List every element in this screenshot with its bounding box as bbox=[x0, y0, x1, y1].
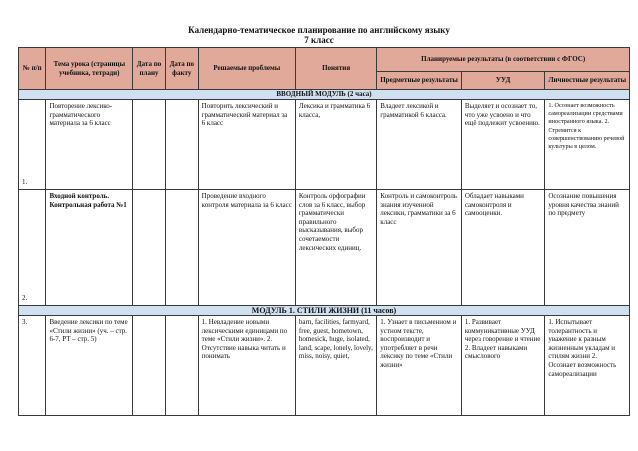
header-concepts: Понятия bbox=[295, 48, 376, 90]
row-problems: Повторить лексический и грамматический материал за 6 класс bbox=[198, 100, 295, 190]
header-planned-results: Планируемые результаты (в соответствии с ФГОС) bbox=[377, 48, 630, 72]
row-date-plan bbox=[133, 100, 166, 190]
section-title: МОДУЛЬ 1. СТИЛИ ЖИЗНИ (11 часов) bbox=[19, 306, 630, 316]
row-concepts: Контроль орфографии слов за 6 класс, выбор грамматически правильного высказывания, выбор сочетаемости лексических единиц. bbox=[295, 190, 376, 306]
header-num: № п/п bbox=[19, 48, 46, 90]
header-personal-results: Личностные результаты bbox=[545, 72, 630, 90]
planning-table bbox=[18, 47, 630, 416]
row-num: 1. bbox=[19, 100, 46, 190]
row-problems: 1. Невладение новыми лексическими единицами по теме «Стили жизни». 2. Отсутствие навыка читать и понимать bbox=[198, 316, 295, 416]
title-line-2: 7 класс bbox=[304, 35, 334, 45]
row-num: 3. bbox=[19, 316, 46, 416]
row-date-fact bbox=[165, 316, 198, 416]
section-intro-module bbox=[19, 90, 630, 100]
row-date-fact bbox=[165, 190, 198, 306]
table-row bbox=[19, 100, 630, 190]
table-row bbox=[19, 316, 630, 416]
title-line-1: Календарно-тематическое планирование по английскому языку bbox=[188, 25, 450, 35]
document-title bbox=[0, 25, 638, 45]
row-personal-results: 1. Испытывает толерантность и уважение к разным жизненным укладам и стилям жизни 2. Осознает возможность самореализации bbox=[545, 316, 630, 416]
table-row bbox=[19, 190, 630, 306]
row-personal-results: Осознание повышения уровня качества знаний по предмету bbox=[545, 190, 630, 306]
header-date-plan: Дата по плану bbox=[133, 48, 166, 90]
row-concepts: Лексика и грамматика 6 класса, bbox=[295, 100, 376, 190]
row-uud: 1. Развивает коммуникативные УУД через говорение и чтение 2. Владеет навыками смыслового bbox=[461, 316, 545, 416]
row-topic: Повторение лексико-грамматического материала за 6 класс bbox=[46, 100, 133, 190]
row-subject-results: Владеет лексикой и грамматикой 6 класса. bbox=[377, 100, 462, 190]
row-uud: Выделяет и осознает то, что уже усвоено и что ещё подлежит усвоению. bbox=[461, 100, 545, 190]
row-personal-results: 1. Осознает возможность самореализации средствами иностранного языка. 2. Стремится к совершенствованию речевой культуры в целом. bbox=[545, 100, 630, 190]
header-problems: Решаемые проблемы bbox=[198, 48, 295, 90]
row-num: 2. bbox=[19, 190, 46, 306]
row-subject-results: Контроль и самоконтроль знания изученной лексики, грамматики за 6 класс bbox=[377, 190, 462, 306]
section-title: ВВОДНЫЙ МОДУЛЬ (2 часа) bbox=[19, 90, 630, 100]
header-subject-results: Предметные результаты bbox=[377, 72, 462, 90]
row-date-fact bbox=[165, 100, 198, 190]
row-concepts: barn, facilities, farmyard, free, guest, hometown, homesick, huge, isolated, land, scape, lonely, lovely, miss, noisy, quiet, bbox=[295, 316, 376, 416]
row-problems: Проведение входного контроля материала за 6 класс bbox=[198, 190, 295, 306]
row-date-plan bbox=[133, 190, 166, 306]
header-date-fact: Дата по факту bbox=[165, 48, 198, 90]
row-uud: Обладает навыками самоконтроля и самооценки. bbox=[461, 190, 545, 306]
section-module-1 bbox=[19, 306, 630, 316]
row-subject-results: 1. Узнает в письменном и устном тексте, воспроизводит и употребляет в речи лексику по теме «Стили жизни» bbox=[377, 316, 462, 416]
row-topic: Входной контроль. Контрольная работа №1 bbox=[46, 190, 133, 306]
header-topic: Тема урока (страницы учебника, тетради) bbox=[46, 48, 133, 90]
row-date-plan bbox=[133, 316, 166, 416]
header-uud: УУД bbox=[461, 72, 545, 90]
row-topic: Введение лексики по теме «Стили жизни» (уч. – стр. 6-7, РТ – стр. 5) bbox=[46, 316, 133, 416]
